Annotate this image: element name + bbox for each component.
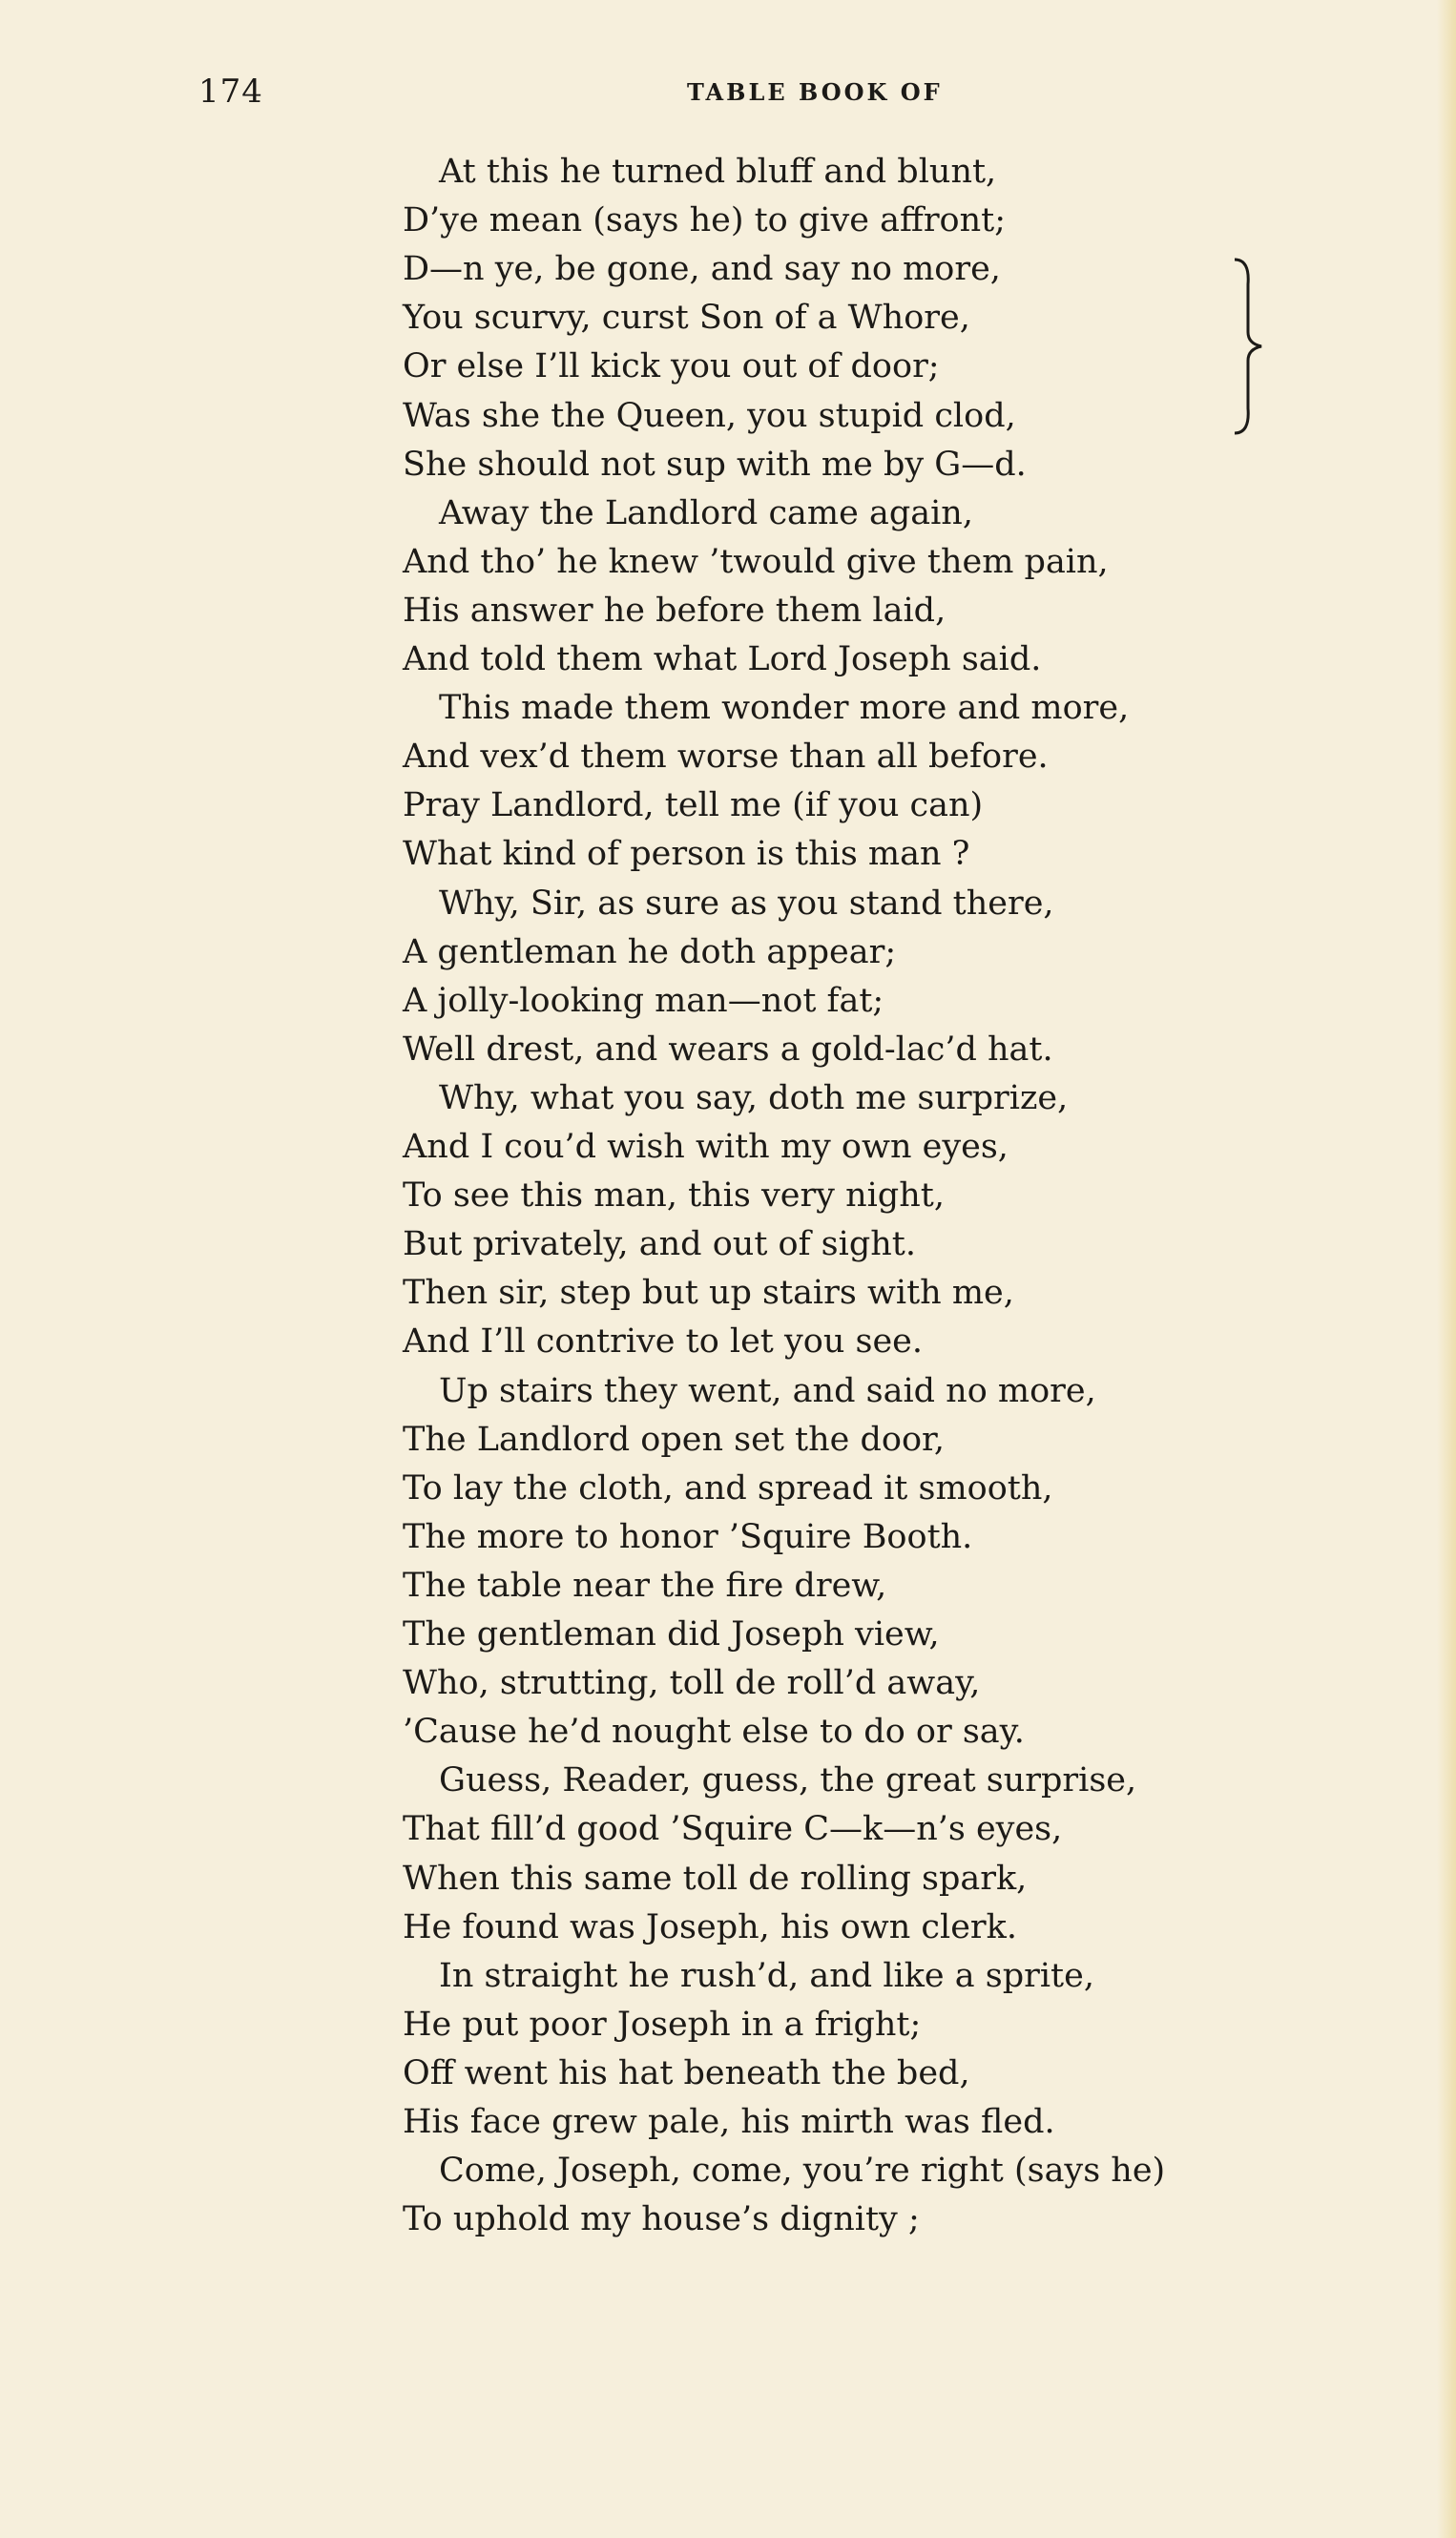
poem-line: Well drest, and wears a gold-lac’d hat. (403, 1030, 1053, 1069)
poem-line: In straight he rush’d, and like a sprite, (439, 1956, 1094, 1995)
poem-line: The more to honor ’Squire Booth. (403, 1517, 973, 1556)
poem-line: Off went his hat beneath the bed, (403, 2053, 970, 2092)
poem-line: A jolly-looking man—not fat; (403, 981, 884, 1020)
poem-line: He found was Joseph, his own clerk. (403, 1907, 1017, 1946)
poem-line: Then sir, step but up stairs with me, (403, 1274, 1014, 1313)
poem-line: At this he turned bluff and blunt, (439, 153, 997, 191)
poem-line: To lay the cloth, and spread it smooth, (403, 1468, 1053, 1508)
poem-line: And I cou’d wish with my own eyes, (403, 1128, 1009, 1166)
poem-line: And vex’d them worse than all before. (403, 738, 1049, 777)
poem-line: To see this man, this very night, (403, 1176, 945, 1216)
poem-line: That fill’d good ’Squire C—k—n’s eyes, (403, 1810, 1063, 1849)
poem-line: She should not sup with me by G—d. (403, 445, 1027, 484)
poem-line: Away the Landlord came again, (439, 493, 973, 532)
poem-line: But privately, and out of sight. (403, 1225, 916, 1264)
poem-line: And tho’ he knew ’twould give them pain, (403, 542, 1109, 581)
poem-line: Or else I’ll kick you out of door; (403, 347, 940, 386)
poem-line: Why, what you say, doth me surprize, (439, 1078, 1069, 1117)
triplet-brace (1231, 256, 1269, 437)
poem-line: Up stairs they went, and said no more, (439, 1371, 1096, 1410)
poem-line: You scurvy, curst Son of a Whore, (403, 299, 970, 338)
poem-line: This made them wonder more and more, (439, 689, 1130, 728)
poem-line: D’ye mean (says he) to give affront; (403, 201, 1007, 240)
poem-line: D—n ye, be gone, and say no more, (403, 250, 1001, 289)
poem-line: A gentleman he doth appear; (403, 932, 897, 971)
running-head: TABLE BOOK OF (687, 78, 943, 106)
poem-line: He put poor Joseph in a fright; (403, 2005, 922, 2044)
poem-line: And I’ll contrive to let you see. (403, 1322, 924, 1362)
poem-line: Come, Joseph, come, you’re right (says he) (439, 2152, 1166, 2191)
poem-line: When this same toll de rolling spark, (403, 1859, 1028, 1898)
page-number: 174 (198, 73, 263, 111)
poem-line: Was she the Queen, you stupid clod, (403, 396, 1016, 435)
poem-line: Who, strutting, toll de roll’d away, (403, 1664, 981, 1703)
poem-line: Pray Landlord, tell me (if you can) (403, 786, 984, 825)
poem-line: Why, Sir, as sure as you stand there, (439, 884, 1054, 923)
poem-line: The Landlord open set the door, (403, 1420, 946, 1459)
poem-line: What kind of person is this man ? (403, 835, 970, 874)
poem-line: The gentleman did Joseph view, (403, 1615, 940, 1654)
poem-line: To uphold my house’s dignity ; (403, 2200, 920, 2239)
poem-line: ’Cause he’d nought else to do or say. (403, 1713, 1025, 1752)
poem-line: The table near the fire drew, (403, 1566, 887, 1605)
page-edge (1437, 0, 1456, 2538)
poem-line: His answer he before them laid, (403, 591, 946, 630)
poem-line: His face grew pale, his mirth was fled. (403, 2103, 1055, 2141)
poem-line: Guess, Reader, guess, the great surprise, (439, 1761, 1137, 1800)
poem-line: And told them what Lord Joseph said. (403, 640, 1042, 678)
